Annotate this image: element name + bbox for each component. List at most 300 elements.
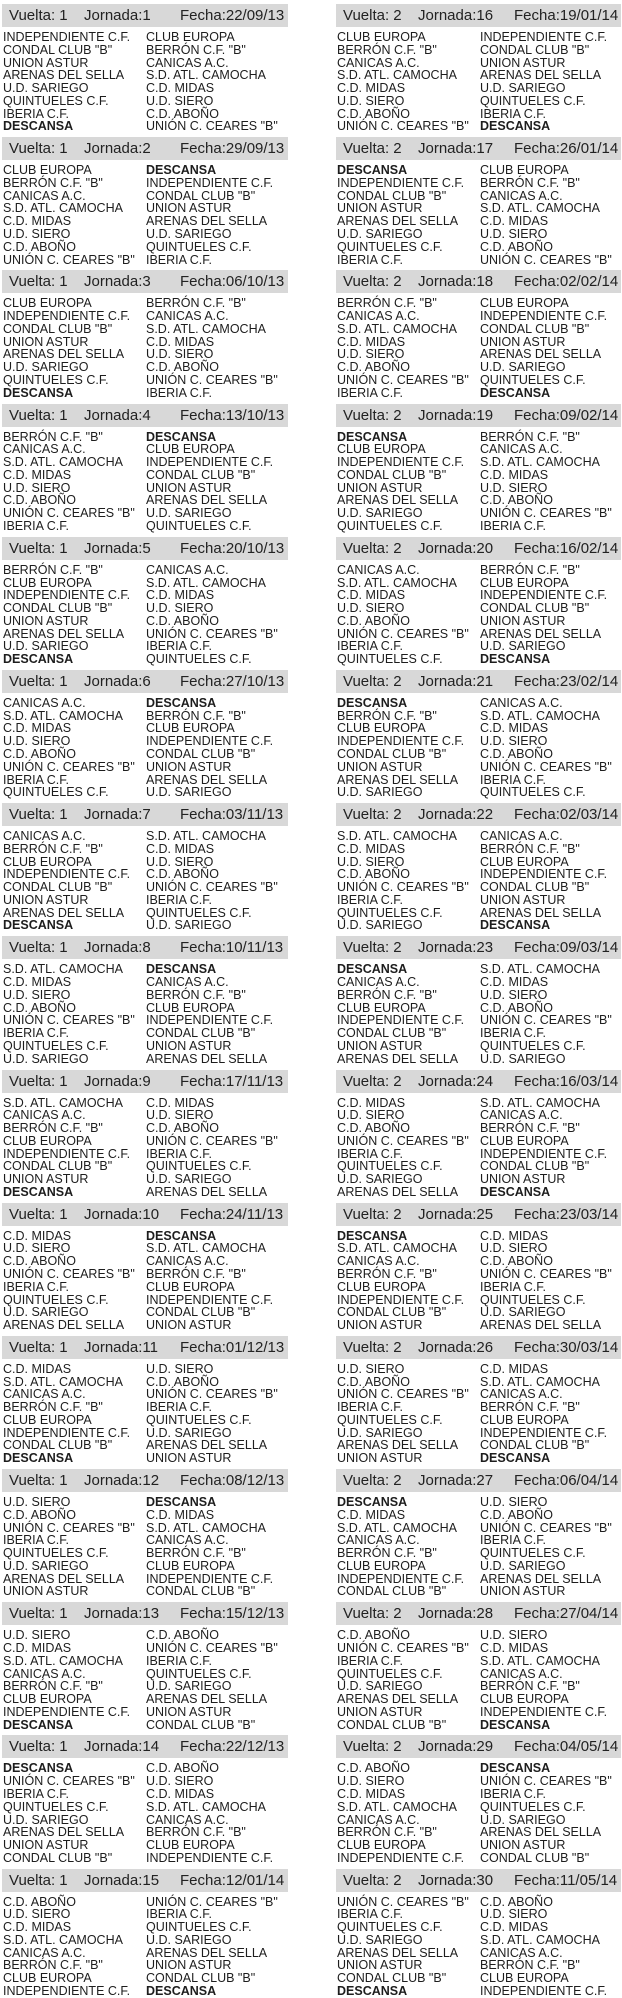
home-team: UNIÓN C. CEARES "B" <box>337 372 469 387</box>
home-team: CANICAS A.C. <box>337 1533 420 1548</box>
home-team: CLUB EUROPA <box>337 721 426 736</box>
home-team: CLUB EUROPA <box>337 442 426 457</box>
home-team: CLUB EUROPA <box>3 1412 92 1427</box>
jornada-label: Jornada:3 <box>84 273 151 291</box>
away-team: INDEPENDIENTE C.F. <box>146 455 274 470</box>
home-team: C.D. ABOÑO <box>337 106 410 121</box>
away-team: C.D. MIDAS <box>146 1786 215 1801</box>
home-team: CANICAS A.C. <box>337 309 420 324</box>
away-team: DESCANSA <box>480 119 551 134</box>
away-team: ARENAS DEL SELLA <box>146 214 268 229</box>
home-team: UNIÓN C. CEARES "B" <box>3 506 135 521</box>
home-team: INDEPENDIENTE C.F. <box>3 1146 131 1161</box>
match-list <box>336 1896 621 1998</box>
away-team: CONDAL CLUB "B" <box>146 467 256 482</box>
home-team: CONDAL CLUB "B" <box>337 1584 447 1599</box>
home-team: U.D. SARIEGO <box>337 1932 423 1947</box>
home-team: INDEPENDIENTE C.F. <box>3 1983 131 1998</box>
away-team: ARENAS DEL SELLA <box>146 772 268 787</box>
away-team: QUINTUELES C.F. <box>146 1412 252 1427</box>
vuelta-label: Vuelta: 2 <box>343 672 402 690</box>
home-team: U.D. SARIEGO <box>3 639 89 654</box>
away-team: IBERIA C.F. <box>146 639 212 654</box>
home-team: QUINTUELES C.F. <box>337 652 443 667</box>
away-team: ARENAS DEL SELLA <box>146 493 268 508</box>
match-row <box>3 1363 288 1376</box>
home-team: U.D. SARIEGO <box>3 81 89 96</box>
away-team: U.D. SIERO <box>146 601 214 616</box>
home-team: S.D. ATL. CAMOCHA <box>3 708 123 723</box>
fecha-label: Fecha:11/05/14 <box>514 1871 618 1889</box>
home-team: ARENAS DEL SELLA <box>337 1945 459 1960</box>
home-team: CLUB EUROPA <box>337 1558 426 1573</box>
match-row <box>3 1585 288 1598</box>
away-team: BERRÓN C.F. "B" <box>146 708 246 723</box>
away-team: C.D. ABOÑO <box>146 360 219 375</box>
away-team: DESCANSA <box>146 962 217 977</box>
home-team: C.D. MIDAS <box>3 467 72 482</box>
home-team: QUINTUELES C.F. <box>337 1666 443 1681</box>
home-team: U.D. SIERO <box>3 1628 71 1643</box>
home-team: UNIÓN C. CEARES "B" <box>337 1133 469 1148</box>
away-team: UNIÓN C. CEARES "B" <box>146 1641 278 1656</box>
home-team: UNION ASTUR <box>337 1451 423 1466</box>
home-team: U.D. SARIEGO <box>337 785 423 800</box>
away-team: CONDAL CLUB "B" <box>146 1971 256 1986</box>
away-team: INDEPENDIENTE C.F. <box>480 1425 608 1440</box>
away-team: CANICAS A.C. <box>480 695 563 710</box>
match-list <box>2 297 288 399</box>
away-team: BERRÓN C.F. "B" <box>480 1958 580 1973</box>
home-team: UNION ASTUR <box>3 55 89 70</box>
home-team: CONDAL CLUB "B" <box>337 1305 447 1320</box>
home-team: BERRÓN C.F. "B" <box>3 562 103 577</box>
away-team: C.D. ABOÑO <box>480 1894 553 1909</box>
vuelta-label: Vuelta: 1 <box>9 273 68 291</box>
home-team: QUINTUELES C.F. <box>3 1292 109 1307</box>
home-team: DESCANSA <box>337 1983 408 1998</box>
match-row <box>337 1173 621 1186</box>
match-row <box>337 1414 621 1427</box>
home-team: S.D. ATL. CAMOCHA <box>337 68 457 83</box>
match-list <box>336 431 621 533</box>
match-list <box>2 164 288 266</box>
jornada-label: Jornada:5 <box>84 539 151 557</box>
away-team: C.D. MIDAS <box>480 975 549 990</box>
home-team: CANICAS A.C. <box>3 829 86 844</box>
match-row <box>337 1560 621 1573</box>
away-team: CLUB EUROPA <box>146 30 235 44</box>
home-team: C.D. MIDAS <box>3 1920 72 1935</box>
match-row <box>3 989 288 1002</box>
away-team: INDEPENDIENTE C.F. <box>480 1704 608 1719</box>
away-team: INDEPENDIENTE C.F. <box>480 1146 608 1161</box>
fecha-label: Fecha:09/02/14 <box>514 406 619 424</box>
home-team: C.D. ABOÑO <box>3 1254 76 1269</box>
match-row <box>337 894 621 907</box>
home-team: C.D. ABOÑO <box>3 493 76 508</box>
home-team: C.D. ABOÑO <box>337 360 410 375</box>
home-team: CANICAS A.C. <box>337 975 420 990</box>
jornada-header <box>336 1336 621 1359</box>
home-team: ARENAS DEL SELLA <box>3 626 125 641</box>
home-team: S.D. ATL. CAMOCHA <box>337 1799 457 1814</box>
away-team: U.D. SARIEGO <box>480 1812 566 1827</box>
home-team: C.D. ABOÑO <box>337 1374 410 1389</box>
jornada-label: Jornada:26 <box>418 1338 494 1356</box>
away-team: CONDAL CLUB "B" <box>146 747 256 761</box>
away-team: CLUB EUROPA <box>480 1133 569 1148</box>
away-team: U.D. SARIEGO <box>146 227 232 242</box>
home-team: CONDAL CLUB "B" <box>3 880 113 895</box>
away-team: S.D. ATL. CAMOCHA <box>146 575 266 590</box>
match-row <box>337 1135 621 1148</box>
home-team: C.D. ABOÑO <box>337 1121 410 1136</box>
home-team: U.D. SIERO <box>337 601 405 616</box>
away-team: IBERIA C.F. <box>146 1653 212 1668</box>
away-team: ARENAS DEL SELLA <box>480 68 602 83</box>
match-list <box>336 697 621 799</box>
home-team: IBERIA C.F. <box>3 106 69 121</box>
match-row <box>3 1706 288 1719</box>
match-row <box>3 1719 288 1732</box>
home-team: DESCANSA <box>3 385 74 400</box>
home-team: DESCANSA <box>3 1451 74 1466</box>
home-team: INDEPENDIENTE C.F. <box>337 1292 465 1307</box>
fecha-label: Fecha:30/03/14 <box>514 1338 619 1356</box>
away-team: C.D. ABOÑO <box>480 1254 553 1269</box>
away-team: QUINTUELES C.F. <box>146 905 252 920</box>
jornada-header <box>336 404 621 427</box>
match-row <box>3 1027 288 1040</box>
match-row <box>337 1509 621 1522</box>
match-row <box>337 374 621 387</box>
match-row <box>3 1496 288 1509</box>
away-team: BERRÓN C.F. "B" <box>146 296 246 311</box>
jornada-label: Jornada:19 <box>418 406 494 424</box>
away-team: CLUB EUROPA <box>146 1838 235 1853</box>
home-team: S.D. ATL. CAMOCHA <box>3 962 123 977</box>
away-team: CONDAL CLUB "B" <box>480 601 590 616</box>
home-team: CONDAL CLUB "B" <box>337 188 447 203</box>
away-team: BERRÓN C.F. "B" <box>480 175 580 190</box>
away-team: CONDAL CLUB "B" <box>146 1584 256 1599</box>
away-team: CANICAS A.C. <box>146 562 229 577</box>
home-team: IBERIA C.F. <box>337 385 403 400</box>
away-team: DESCANSA <box>146 695 217 710</box>
away-team: IBERIA C.F. <box>146 1907 212 1922</box>
home-team: UNIÓN C. CEARES "B" <box>337 119 469 134</box>
match-row <box>3 1560 288 1573</box>
home-team: ARENAS DEL SELLA <box>337 1184 459 1199</box>
home-team: C.D. MIDAS <box>337 1786 406 1801</box>
away-team: U.D. SARIEGO <box>480 1051 566 1066</box>
jornada-header <box>336 1469 621 1492</box>
home-team: INDEPENDIENTE C.F. <box>3 30 131 44</box>
away-team: CLUB EUROPA <box>146 1279 235 1294</box>
home-team: DESCANSA <box>3 1184 74 1199</box>
away-team: CONDAL CLUB "B" <box>146 1717 256 1732</box>
home-team: UNION ASTUR <box>3 1584 89 1599</box>
vuelta-label: Vuelta: 1 <box>9 1072 68 1090</box>
match-list <box>2 1097 288 1199</box>
away-team: DESCANSA <box>146 429 217 444</box>
match-row <box>3 894 288 907</box>
match-row <box>3 228 288 241</box>
home-team: CANICAS A.C. <box>337 1812 420 1827</box>
home-team: C.D. ABOÑO <box>337 1761 410 1776</box>
away-team: UNION ASTUR <box>480 55 566 70</box>
home-team: IBERIA C.F. <box>3 518 69 533</box>
home-team: ARENAS DEL SELLA <box>3 1318 125 1333</box>
away-team: QUINTUELES C.F. <box>146 239 252 254</box>
home-team: INDEPENDIENTE C.F. <box>3 588 131 603</box>
away-team: UNION ASTUR <box>480 892 566 907</box>
home-team: U.D. SARIEGO <box>337 918 423 933</box>
jornada-block <box>2 1332 288 1465</box>
away-team: INDEPENDIENTE C.F. <box>146 1292 274 1307</box>
away-team: C.D. ABOÑO <box>480 1000 553 1015</box>
away-team: C.D. ABOÑO <box>146 1121 219 1136</box>
home-team: UNION ASTUR <box>337 480 423 495</box>
home-team: U.D. SARIEGO <box>3 1051 89 1066</box>
jornada-block <box>336 133 621 266</box>
match-row <box>337 1053 621 1066</box>
home-team: UNION ASTUR <box>337 1038 423 1053</box>
home-team: CONDAL CLUB "B" <box>3 42 113 57</box>
match-row <box>337 254 621 267</box>
match-row <box>337 843 621 856</box>
match-list <box>2 431 288 533</box>
match-row <box>337 1496 621 1509</box>
match-row <box>337 520 621 533</box>
away-team: IBERIA C.F. <box>480 1786 546 1801</box>
match-row <box>337 1547 621 1560</box>
away-team: CANICAS A.C. <box>480 1108 563 1123</box>
away-team: U.D. SIERO <box>146 93 214 108</box>
home-team: UNIÓN C. CEARES "B" <box>3 759 135 774</box>
home-team: DESCANSA <box>3 918 74 933</box>
away-team: QUINTUELES C.F. <box>480 372 586 387</box>
fecha-label: Fecha:08/12/13 <box>180 1472 285 1490</box>
home-team: U.D. SIERO <box>337 1108 405 1123</box>
match-row <box>3 1414 288 1427</box>
away-team: IBERIA C.F. <box>146 892 212 907</box>
home-team: QUINTUELES C.F. <box>337 1159 443 1174</box>
home-team: S.D. ATL. CAMOCHA <box>337 1520 457 1535</box>
match-row <box>3 1985 288 1998</box>
home-team: ARENAS DEL SELLA <box>3 905 125 920</box>
away-team: QUINTUELES C.F. <box>146 1159 252 1174</box>
away-team: QUINTUELES C.F. <box>146 1920 252 1935</box>
home-team: CLUB EUROPA <box>3 163 92 178</box>
away-team: U.D. SARIEGO <box>146 506 232 521</box>
match-row <box>3 1452 288 1465</box>
jornada-block <box>336 533 621 666</box>
away-team: U.D. SIERO <box>146 1361 214 1376</box>
away-team: QUINTUELES C.F. <box>480 1546 586 1561</box>
away-team: BERRÓN C.F. "B" <box>146 987 246 1002</box>
match-row <box>337 761 621 774</box>
away-team: C.D. MIDAS <box>480 1361 549 1376</box>
away-team: C.D. ABOÑO <box>146 1761 219 1776</box>
home-team: DESCANSA <box>3 1717 74 1732</box>
away-team: C.D. MIDAS <box>480 1920 549 1935</box>
home-team: C.D. ABOÑO <box>3 1000 76 1015</box>
away-team: ARENAS DEL SELLA <box>146 1184 268 1199</box>
away-team: U.D. SARIEGO <box>146 1425 232 1440</box>
fecha-label: Fecha:03/11/13 <box>180 806 284 824</box>
away-team: DESCANSA <box>480 1451 551 1466</box>
away-team: DESCANSA <box>146 1983 217 1998</box>
match-row <box>3 507 288 520</box>
home-team: U.D. SIERO <box>337 1361 405 1376</box>
match-row <box>3 520 288 533</box>
home-team: C.D. MIDAS <box>3 1641 72 1656</box>
away-team: IBERIA C.F. <box>480 518 546 533</box>
away-team: CLUB EUROPA <box>480 575 569 590</box>
home-team: ARENAS DEL SELLA <box>337 772 459 787</box>
vuelta-label: Vuelta: 1 <box>9 1738 68 1756</box>
away-team: CANICAS A.C. <box>480 1666 563 1681</box>
home-team: UNION ASTUR <box>3 1172 89 1187</box>
home-team: IBERIA C.F. <box>337 1907 403 1922</box>
fecha-label: Fecha:09/03/14 <box>514 939 619 957</box>
away-team: IBERIA C.F. <box>480 1026 546 1041</box>
home-team: CONDAL CLUB "B" <box>3 1850 113 1865</box>
home-team: UNIÓN C. CEARES "B" <box>3 1013 135 1028</box>
vuelta-label: Vuelta: 2 <box>343 1472 402 1490</box>
home-team: U.D. SIERO <box>3 734 71 749</box>
vuelta-label: Vuelta: 1 <box>9 806 68 824</box>
jornada-header <box>2 137 288 160</box>
match-row <box>3 44 288 57</box>
home-team: UNIÓN C. CEARES "B" <box>337 626 469 641</box>
home-team: IBERIA C.F. <box>337 1400 403 1415</box>
jornada-label: Jornada:4 <box>84 406 151 424</box>
home-team: ARENAS DEL SELLA <box>337 1051 459 1066</box>
jornada-header <box>336 803 621 826</box>
fecha-label: Fecha:10/11/13 <box>180 939 284 957</box>
match-row <box>3 1122 288 1135</box>
match-row <box>3 374 288 387</box>
away-team: CANICAS A.C. <box>480 829 563 844</box>
away-team: BERRÓN C.F. "B" <box>480 429 580 444</box>
home-team: C.D. MIDAS <box>3 214 72 229</box>
jornada-header <box>336 537 621 560</box>
away-team: UNIÓN C. CEARES "B" <box>480 759 612 774</box>
away-team: IBERIA C.F. <box>146 1146 212 1161</box>
away-team: ARENAS DEL SELLA <box>480 1825 602 1840</box>
jornada-label: Jornada:17 <box>418 140 494 158</box>
home-team: IBERIA C.F. <box>3 1026 69 1041</box>
home-team: IBERIA C.F. <box>337 1146 403 1161</box>
vuelta-label: Vuelta: 1 <box>9 672 68 690</box>
match-row <box>337 228 621 241</box>
home-team: C.D. MIDAS <box>3 1361 72 1376</box>
match-row <box>3 1642 288 1655</box>
match-row <box>3 1921 288 1934</box>
home-team: U.D. SARIEGO <box>337 227 423 242</box>
home-team: U.D. SIERO <box>337 93 405 108</box>
away-team: IBERIA C.F. <box>480 1533 546 1548</box>
fecha-label: Fecha:22/09/13 <box>180 7 285 24</box>
home-team: IBERIA C.F. <box>337 892 403 907</box>
match-row <box>337 387 621 400</box>
home-team: UNIÓN C. CEARES "B" <box>337 1894 469 1909</box>
home-team: CANICAS A.C. <box>3 1666 86 1681</box>
match-row <box>337 989 621 1002</box>
home-team: INDEPENDIENTE C.F. <box>337 1850 465 1865</box>
away-team: CANICAS A.C. <box>480 1387 563 1402</box>
away-team: UNION ASTUR <box>146 1038 232 1053</box>
away-team: UNIÓN C. CEARES "B" <box>146 1133 278 1148</box>
home-team: IBERIA C.F. <box>3 1786 69 1801</box>
match-row <box>3 1801 288 1814</box>
vuelta-label: Vuelta: 1 <box>9 939 68 957</box>
jornada-label: Jornada:10 <box>84 1205 160 1223</box>
home-team: QUINTUELES C.F. <box>337 1920 443 1935</box>
match-row <box>3 1839 288 1852</box>
vuelta-label: Vuelta: 2 <box>343 1338 402 1356</box>
match-row <box>337 1319 621 1332</box>
match-row <box>337 1788 621 1801</box>
away-team: BERRÓN C.F. "B" <box>146 42 246 57</box>
away-team: CONDAL CLUB "B" <box>480 880 590 895</box>
match-row <box>3 1281 288 1294</box>
away-team: C.D. ABOÑO <box>146 867 219 882</box>
match-row <box>337 564 621 577</box>
home-team: CANICAS A.C. <box>3 188 86 203</box>
away-team: U.D. SIERO <box>480 734 548 749</box>
home-team: C.D. MIDAS <box>337 334 406 349</box>
home-team: CLUB EUROPA <box>337 1838 426 1853</box>
away-team: S.D. ATL. CAMOCHA <box>480 201 600 216</box>
home-team: ARENAS DEL SELLA <box>337 1438 459 1453</box>
away-team: CONDAL CLUB "B" <box>480 1159 590 1174</box>
home-team: C.D. MIDAS <box>3 975 72 990</box>
home-team: UNIÓN C. CEARES "B" <box>3 1520 135 1535</box>
match-row <box>337 1363 621 1376</box>
home-team: INDEPENDIENTE C.F. <box>337 455 465 470</box>
jornada-header <box>2 670 288 693</box>
match-row <box>3 120 288 133</box>
away-team: CONDAL CLUB "B" <box>480 42 590 57</box>
away-team: BERRÓN C.F. "B" <box>146 1546 246 1561</box>
jornada-label: Jornada:13 <box>84 1605 160 1623</box>
away-team: C.D. MIDAS <box>146 1095 215 1110</box>
jornada-block <box>2 1066 288 1199</box>
jornada-label: Jornada:11 <box>84 1338 158 1356</box>
home-team: BERRÓN C.F. "B" <box>3 1400 103 1415</box>
away-team: ARENAS DEL SELLA <box>146 1051 268 1066</box>
home-team: C.D. ABOÑO <box>3 1894 76 1909</box>
jornada-block <box>336 0 621 133</box>
away-team: CANICAS A.C. <box>146 975 229 990</box>
home-team: ARENAS DEL SELLA <box>3 347 125 362</box>
match-row <box>3 1319 288 1332</box>
vuelta-label: Vuelta: 2 <box>343 1605 402 1623</box>
jornada-header <box>2 803 288 826</box>
away-team: UNION ASTUR <box>146 1704 232 1719</box>
match-row <box>337 1693 621 1706</box>
match-row <box>3 1173 288 1186</box>
away-team: ARENAS DEL SELLA <box>146 1692 268 1707</box>
jornada-header <box>2 1602 288 1625</box>
match-row <box>337 310 621 323</box>
away-team: DESCANSA <box>480 1717 551 1732</box>
match-row <box>3 697 288 710</box>
